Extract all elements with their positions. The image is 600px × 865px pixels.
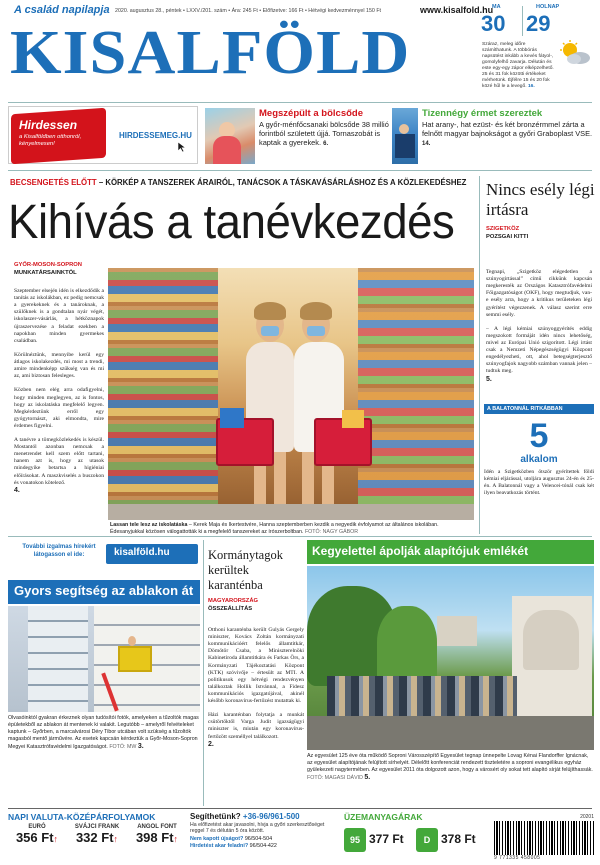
stat-number: 5 <box>529 417 549 455</box>
lead-page-ref: 4. <box>14 486 20 494</box>
teaser-medals-title: Tizennégy érmet szereztek <box>422 108 543 119</box>
currency-list <box>8 822 186 862</box>
lead-headline: Kihívás a tanévkezdés <box>8 196 455 249</box>
fuel-value: 378 Ft <box>441 832 476 846</box>
masthead <box>0 0 600 100</box>
garden-photo-credit: FOTÓ: MAGASI DÁVID <box>307 775 363 781</box>
weather-tomorrow-label: HOLNAP <box>536 4 560 10</box>
stat-text: Idén a Szigetközben ötször gyérítettek földi kémiai eljárással, utoljára augusztus 24-én és 25-én. A Balatonnál vagy a Velencei-tónál csak két ilyen beavatkozás történt. <box>484 469 594 496</box>
tagline: A család napilapja <box>14 4 110 16</box>
barcode-bars <box>494 821 594 855</box>
fuel-item <box>416 828 486 854</box>
nursery-photo <box>205 108 255 164</box>
weather-box <box>478 2 594 98</box>
arrow-up-icon: ↑ <box>113 834 119 844</box>
side-headline: Nincs esély légi irtásra <box>486 180 595 219</box>
garden-headline: Kegyelettel ápolják alapítójuk emlékét <box>312 544 529 558</box>
garden-page-ref: 5. <box>364 774 371 781</box>
window-page-ref: 3. <box>137 743 144 750</box>
promo-ad[interactable] <box>8 106 198 164</box>
garden-caption <box>307 753 594 782</box>
banner-text: További izgalmas hírekért látogasson el ide: <box>22 544 96 558</box>
currency-value: 398 Ft↑ <box>135 830 179 845</box>
teaser-medals-text: Hat arany-, hat ezüst- és két bronzérmmel zárta a felnőtt magyar bajnokságot a győri Graboplast VSE. <box>422 120 593 138</box>
currency-name: ANGOL FONT <box>137 824 177 830</box>
lead-author: MUNKATÁRSAINKTÓL <box>14 270 77 276</box>
weather-tomorrow-temp: 29 <box>526 11 551 36</box>
garden-photo <box>307 566 594 750</box>
banner-site[interactable]: kisalföld.hu <box>114 547 170 558</box>
weather-today-label: MA <box>492 4 501 10</box>
fuel-grade: D <box>423 835 431 845</box>
currency-item <box>128 824 186 845</box>
promo-headline: Hirdessen <box>19 118 78 132</box>
lead-caption-text: – Kerek Maja és Ikertestvére, Hanna szeptemberben kezdik a negyedik évfolyamot az általános iskolában. Édesanyjukkal közösen válogattották ki a megfelelő tanszereket az írószerboltban. <box>110 522 439 535</box>
arrow-up-icon: ↑ <box>53 834 59 844</box>
lead-photo <box>108 268 474 520</box>
help-line1-number[interactable]: 96/504-504 <box>244 835 273 842</box>
arrow-up-icon: ↑ <box>173 834 179 844</box>
lead-caption-bold: Lassan tele lesz az iskolatáska <box>110 522 188 528</box>
quarantine-body-text: Otthoni karanténba került Gulyás Gergely miniszter, Kovács Zoltán kormányzati kommunikációért felelős államtitkár, Dömötör Csaba, a Miniszterelnöki Kabinetiroda államtitkára és Farkas Örs, a Kormányzati Tájékoztatási Központ (KTK) szóvivője – értesült az MTI. A politikusok egy hétvégi rendezvényen találkoztak Hollik Istvánnal, a Fidesz kommunikációs igazgatójával, akinél később koronavírus-fertőzést mutattak ki. Házi karanténban folytatja a munkát csütörtöktől Varga Judit igazságügyi miniszter is, miután egy koronavírus-fertőzött személlyel találkozott. <box>208 627 304 740</box>
window-caption <box>8 715 200 751</box>
teaser-nursery-title: Megszépült a bölcsőde <box>259 108 363 119</box>
help-box <box>190 812 340 864</box>
weather-text <box>482 42 556 90</box>
barcode-number: 9 771335 458005 <box>494 855 541 861</box>
masthead-logo: KISALFÖLD <box>10 19 411 87</box>
fuel-list <box>344 822 490 860</box>
teaser-medals-page: 14. <box>422 141 431 147</box>
teaser-nursery[interactable] <box>259 108 389 164</box>
lead-kicker <box>10 178 480 187</box>
help-line1: Nem kapott újságot? <box>190 835 244 842</box>
currency-name: SVÁJCI FRANK <box>74 824 120 830</box>
cursor-icon <box>177 141 187 153</box>
currency-value: 356 Ft↑ <box>15 830 59 845</box>
fuel-title: ÜZEMANYAGÁRAK <box>344 812 423 822</box>
promo-url[interactable]: HIRDESSEMEG.HU <box>119 131 192 140</box>
help-text: Ha előfizetést akar javasolni, hívja a győri szerkesztőséget reggel 7 és délután 5 óra között. <box>190 822 325 835</box>
help-phone[interactable]: +36-96/961-500 <box>242 812 300 821</box>
sport-photo <box>392 108 418 164</box>
window-headline: Gyors segítség az ablakon át <box>14 583 194 598</box>
quarantine-page-ref: 2. <box>208 740 214 748</box>
fuel-item <box>344 828 414 854</box>
currency-title: NAPI VALUTA-KÖZÉPÁRFOLYAMOK <box>8 812 156 822</box>
lead-body <box>14 281 104 533</box>
fuel-grade: 95 <box>349 835 360 845</box>
fuel-value: 377 Ft <box>369 832 404 846</box>
weather-page-ref: 16. <box>527 84 535 89</box>
side-body-text: Tegnapi, „Szigetköz elégedetlen a szúnyogirtással” című cikkünk kapcsán megkeresték az Országos Katasztrófavédelmi Főigazgatóságot (OKF), hogy megtudjuk, van-e esély arra, hogy a kritikus területeken légi gyérítést végezzenek. A válasz szerint erre semmi esély. – A légi kémiai szúnyoggyérítés eddig megszokott formáját idén nincs lehetőség, mivel az Európai Unió szigorított. Légi irtást csak a Nemzeti Népegészségügyi Központ engedélyezheti, ott, ahol betegségterjesztő szúnyogfajok nagyobb számban vannak jelen – tudtuk meg. <box>486 269 592 375</box>
window-caption-text: Olvasóinktól gyakran érkeznek olyan tudósítói fotók, amelyeken a tűzoltók magas épületekből az ablakon át mentenek ki valakit. Legutóbb – amelyről felvételeket kaptunk – Győrben, a marcalvárosi Déry Tibor utcában volt szükség a tűzoltók magasból mentő járművére. Az esetek kapcsán kérdeztük a Győr-Moson-Sopron Megyei Katasztrófavédelmi Igazgatóságot. <box>8 715 199 750</box>
lead-photo-credit: FOTÓ: NAGY GÁBOR <box>304 529 359 535</box>
help-title: Segíthetünk? <box>190 812 241 821</box>
weather-today-temp: 30 <box>481 11 506 36</box>
fuel-pump-icon <box>416 828 438 852</box>
side-body <box>486 262 592 402</box>
kisalfold-banner[interactable] <box>8 540 200 576</box>
sun-cloud-icon <box>558 40 592 66</box>
promo-sub: a Kisalföldben otthonról, kényelmesen! <box>19 134 82 147</box>
lead-kicker-label: BECSENGETÉS ELŐTT <box>10 178 97 187</box>
quarantine-divider <box>203 540 204 806</box>
fuel-pump-icon <box>344 828 366 852</box>
barcode-top: 20201 <box>580 814 594 820</box>
quarantine-author: ÖSSZEÁLLÍTÁS <box>208 606 253 612</box>
side-page-ref: 5. <box>486 375 492 383</box>
side-location: SZIGETKÖZ <box>486 226 520 232</box>
lead-caption <box>110 522 474 536</box>
side-divider <box>479 176 480 534</box>
currency-item <box>8 824 66 845</box>
help-line2: Hirdetést akar feladni? <box>190 842 249 849</box>
barcode <box>494 814 594 864</box>
stat-box <box>484 404 594 532</box>
lead-location: GYŐR-MOSON-SOPRON <box>14 262 82 268</box>
teaser-nursery-page: 6. <box>323 141 329 147</box>
weather-divider <box>522 6 523 36</box>
currency-name: EURÓ <box>28 824 46 830</box>
garden-caption-text: Az egyesület 125 éve óta működő Soproni Városszépítő Egyesület tegnap ünnepelte Lovag Kénai Flandorffer Ignácnak, az egyesület alapítójának felújított sírhelyét. Délelőtt konferenciát rendezett tiszteletére a soproni evangélikus egyház gyülekezeti nagytermében. Az egyesület 2011 óta dolgozott azon, hogy a városért oly sokat tett alapító sírját felújíthassák. <box>307 753 593 773</box>
quarantine-location: MAGYARORSZÁG <box>208 598 259 604</box>
lead-body-text: Szeptember elsején idén is elkezdődik a tanítás az iskolákban, ez pedig nemcsak a gyerekeknek és a tanároknak, a szülőknek is a gondtalan nyár végét, iskolaszer-vásárlás, a hétköznapok újraszervezése a feladat ezekben a napokban minden gyermekes családban. Körülnéztünk, mennyibe kerül egy átlagos iskolakezdés, mi most a trendi, amire mindenképp szükség van és mi az, ami biztosan felesleges. Közben nem elég arra odafigyelni, hogy minden meglegyen, az is fontos, hogy az iskolatáska megfelelő legyen. Megkérdeztünk erről egy gyógytornászt, aki elmondta, mire érdemes figyelni. A tanévre a tömegközlekedés is készül. Mostantól azonban nemcsak a menetrendet kell szem előtt tartani, hanem azt is, hogy az utasok mindegyike betartsa a higiéniai előírásokat. A maszkviselés a buszokon és vonatokon kötelező. <box>14 288 104 486</box>
currency-box <box>8 812 186 864</box>
weather-description: Száraz, meleg időre számíthatunk. A többórás napsütést inkább a kevés fátyol-, gomolyfelhő zavarja. Délután és este egy-egy zápor elképzelhető. 25 és 31 fok közötti értékeket mérhetünk. Éjfélre 15 és 20 fok közé hűl le a levegő. <box>482 42 554 89</box>
quarantine-body <box>208 620 304 806</box>
side-author: POZSGAI KITTI <box>486 234 529 240</box>
website[interactable]: www.kisalfold.hu <box>420 5 494 15</box>
quarantine-headline: Kormánytagok kerültek karanténba <box>208 548 283 592</box>
window-photo-credit: FOTÓ: MW <box>109 744 137 750</box>
currency-item <box>68 824 126 845</box>
window-photo <box>8 606 200 712</box>
lead-kicker-rest: – KÖRKÉP A TANSZEREK ÁRAIRÓL, TANÁCSOK A TÁSKAVÁSÁRLÁSHOZ ÉS A KÖZLEKEDÉSHEZ <box>96 178 467 187</box>
help-line2-number[interactable]: 96/504-422 <box>249 842 277 849</box>
currency-value: 332 Ft↑ <box>75 830 119 845</box>
issue-line: 2020. augusztus 28., péntek • LXXV./201. szám • Ára: 245 Ft • Előfizetve: 166 Ft • Hétvégi kedvezménnyel 150 Ft <box>115 8 382 14</box>
stat-label: A BALATONNÁL RITKÁBBAN <box>484 404 594 414</box>
stat-unit: alkalom <box>520 454 558 465</box>
teaser-nursery-text: A győr-ménfőcsanaki bölcsőde 38 millió forintból született újjá. Tornaszobát is kaptak a gyerekek. <box>259 120 389 147</box>
fuel-box <box>344 812 490 864</box>
teaser-medals[interactable] <box>422 108 594 164</box>
